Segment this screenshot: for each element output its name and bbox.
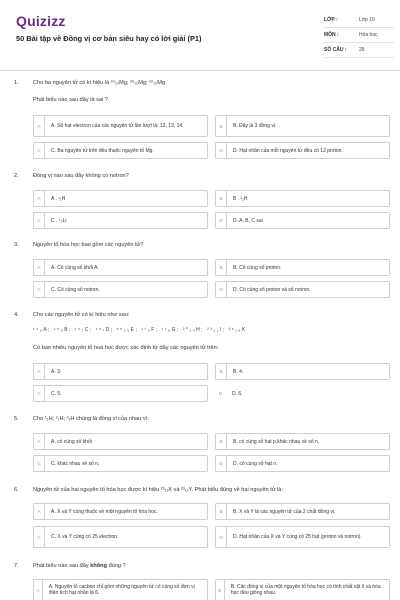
option-letter: D	[218, 391, 223, 396]
option-text: A. 3.	[51, 368, 62, 375]
answer-option[interactable]	[33, 142, 208, 159]
answer-option[interactable]	[215, 190, 390, 207]
question-stem: Cho ba nguyên tử có kí hiệu là ²⁴₁₂Mg; ²⁵₁₂Mg; ²⁶₁₂Mg	[33, 80, 166, 86]
question-stem: Nguyên tử của hai nguyên tố hóa học được kí hiệu ²³₁₁X và ²³₁₁Y. Phát biểu đúng về hai nguyên tử là:	[33, 487, 283, 493]
option-text: A. X và Y cùng thuộc về một nguyên tố hóa học.	[51, 508, 158, 515]
option-letter: B	[216, 434, 227, 449]
question-prompt: Phát biểu nào sau đây là sai ?	[33, 97, 108, 103]
option-text: D. có cùng số hạt n.	[233, 460, 278, 467]
option-letter: C	[34, 213, 45, 228]
answer-option[interactable]	[215, 142, 390, 159]
answer-option[interactable]	[33, 455, 208, 472]
option-text: D. A, B, C sai	[233, 217, 263, 224]
option-text: C. X và Y cùng có 25 electron.	[51, 534, 119, 540]
option-letter: D	[216, 213, 227, 228]
meta-class: LỚP : Lớp 10	[324, 13, 394, 28]
worksheet-title: 50 Bài tập về Đồng vị cơ bản siêu hay có lời giải (P1)	[16, 34, 202, 43]
worksheet-meta	[324, 13, 394, 58]
option-text: B. Có cùng số proton.	[233, 264, 282, 271]
answer-option[interactable]	[215, 503, 390, 520]
answer-option[interactable]	[215, 363, 390, 380]
answer-option[interactable]	[33, 115, 208, 137]
answer-option[interactable]	[215, 212, 390, 229]
option-letter: B	[216, 504, 227, 519]
option-text: A. Số hạt electron của các nguyên tử lần lượt là: 12, 13, 14.	[51, 123, 184, 129]
answer-option[interactable]	[33, 526, 208, 548]
answer-option[interactable]	[215, 385, 390, 402]
option-text: B. X và Y là các nguyên tử của 2 chất đồng vị.	[233, 508, 336, 515]
option-letter: C	[34, 386, 45, 401]
answer-option[interactable]	[215, 281, 390, 298]
answer-option[interactable]	[215, 433, 390, 450]
answer-option[interactable]	[33, 281, 208, 298]
option-letter: A	[34, 434, 45, 449]
answer-option[interactable]	[215, 115, 390, 137]
option-text: B. Đây là 3 đồng vị.	[233, 123, 277, 129]
question-number: 3.	[14, 242, 19, 248]
answer-option[interactable]	[33, 579, 208, 600]
answer-option[interactable]	[33, 190, 208, 207]
option-text: C. khác nhau về số n.	[51, 460, 100, 467]
option-letter: C	[34, 282, 45, 297]
option-letter: A	[34, 191, 45, 206]
option-letter: B	[216, 260, 227, 275]
question-number: 5.	[14, 416, 19, 422]
option-letter: A	[34, 260, 45, 275]
option-text: A. Nguyên tố cacbon chỉ gồm những nguyên tử có cùng số đơn vị điện tích hạt nhân là 6.	[48, 584, 195, 596]
meta-question-count: SỐ CÂU : 25	[324, 43, 394, 58]
option-text: C. Có cùng số notron.	[51, 286, 100, 293]
question-number: 1.	[14, 80, 19, 86]
option-letter: B	[216, 364, 227, 379]
option-letter: A	[34, 116, 45, 136]
option-letter: D	[216, 456, 227, 471]
quizizz-logo[interactable]: Quizizz	[16, 13, 66, 29]
option-letter: A	[34, 504, 45, 519]
question-stem: Phát biểu nào sau đây không đúng ?	[33, 563, 126, 569]
option-letter: B	[216, 580, 225, 600]
option-text: A . ¹₁H	[51, 195, 66, 202]
answer-option[interactable]	[33, 433, 208, 450]
option-text: B . ²₁H	[233, 195, 248, 202]
option-text: C. 5.	[51, 390, 62, 397]
answer-option[interactable]	[33, 259, 208, 276]
answer-option[interactable]	[33, 385, 208, 402]
option-text: B. có cùng số hạt p,khác nhau về số n.	[233, 438, 320, 445]
answer-option[interactable]	[215, 259, 390, 276]
option-text: D. Hạt nhân của mỗi nguyên tử đều có 12 proton.	[233, 147, 343, 154]
option-text: A. có cùng số khối	[51, 438, 92, 445]
option-letter: C	[34, 456, 45, 471]
option-letter: A	[34, 364, 45, 379]
option-text: C. Ba nguyên tử trên đều thuộc nguyên tố Mg.	[51, 147, 154, 154]
option-text: D. Có cùng số proton và số notron.	[233, 286, 311, 293]
question-number: 7.	[14, 563, 19, 569]
option-text: A. Có cùng số khối A.	[51, 264, 99, 271]
question-stem: Nguyên tố hóa học bao gồm các nguyên tử?	[33, 242, 144, 248]
answer-option[interactable]	[215, 455, 390, 472]
answer-option[interactable]	[33, 363, 208, 380]
option-text: D. Hạt nhân của X và Y cùng có 25 hạt (proton và notron).	[233, 534, 362, 540]
option-text: D. 6.	[232, 390, 243, 397]
option-letter: D	[216, 282, 227, 297]
option-text: C . ⁷₃Li	[51, 217, 67, 224]
emphasis-word: không	[90, 563, 108, 569]
question-number: 6.	[14, 487, 19, 493]
meta-subject: MÔN : Hóa học	[324, 28, 394, 43]
question-stem: Cho ¹₁H; ²₁H; ³₁H chúng là đồng vị của nhau vì:	[33, 416, 149, 422]
isotope-list: ¹⁴₆A; ¹⁶₈B; ¹⁵₇C; ¹⁵₇D; ⁵⁶₂₆E; ¹⁷₉F; ¹⁷₈G; ²⁰₁₀H; ²³₁₁I; ³⁹₁₉K	[33, 327, 247, 333]
option-letter: C	[34, 143, 45, 158]
option-text: B. Các đồng vị của một nguyên tố hóa học có tính chất vật lí và hóa học đều giống nhau.	[230, 584, 381, 596]
option-letter: B	[216, 191, 227, 206]
answer-option[interactable]	[215, 579, 390, 600]
question-number: 2.	[14, 173, 19, 179]
option-letter: D	[216, 143, 227, 158]
question-stem: Đồng vị nào sau đây không có notron?	[33, 173, 129, 179]
question-number: 4.	[14, 312, 19, 318]
option-text: B. 4.	[233, 368, 244, 375]
question-stem: Cho các nguyên tử có kí hiệu như sau:	[33, 312, 130, 318]
option-letter: C	[34, 527, 45, 547]
header-divider	[0, 70, 400, 71]
answer-option[interactable]	[33, 212, 208, 229]
answer-option[interactable]	[33, 503, 208, 520]
worksheet-header	[0, 0, 400, 70]
question-prompt: Có bao nhiêu nguyên tố hoá học được xác định từ dãy các nguyên tử trên:	[33, 345, 219, 351]
option-letter: A	[34, 580, 43, 600]
option-letter: B	[216, 116, 227, 136]
option-letter: D	[216, 527, 227, 547]
answer-option[interactable]	[215, 526, 390, 548]
